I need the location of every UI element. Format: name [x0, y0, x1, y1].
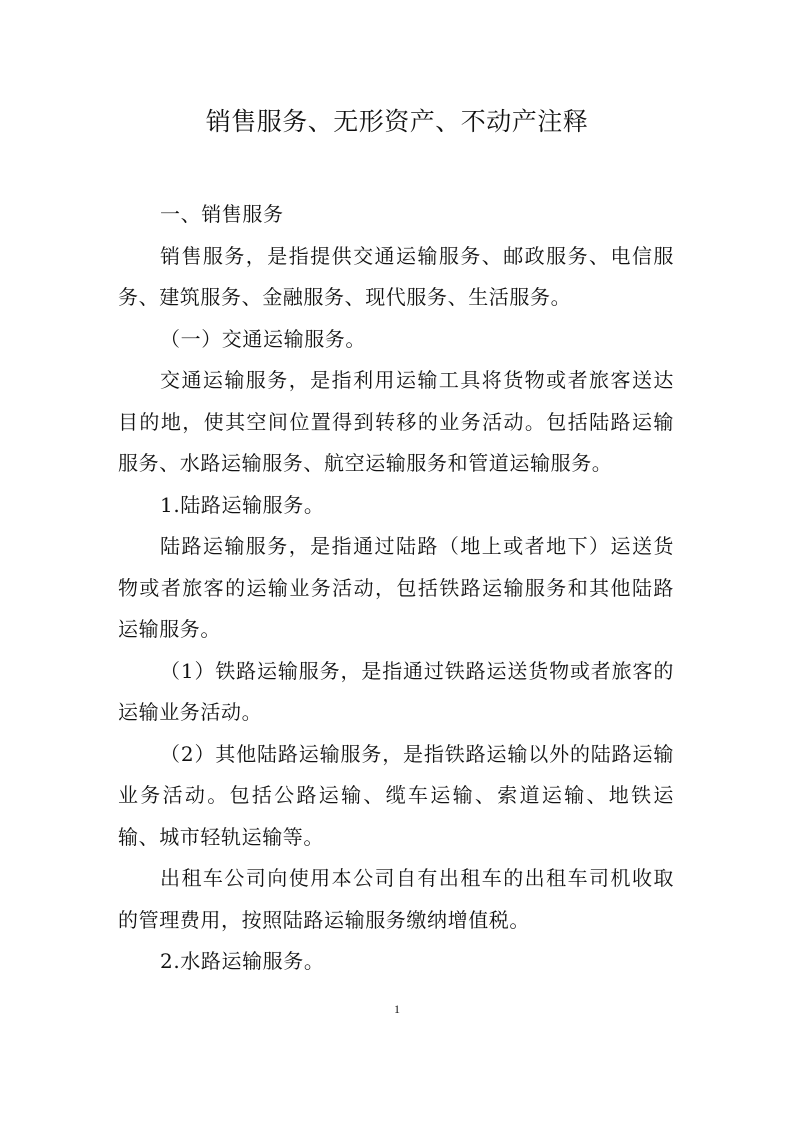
page-number: 1	[394, 1002, 400, 1016]
paragraph: （1）铁路运输服务，是指通过铁路运送货物或者旅客的运输业务活动。	[118, 658, 674, 724]
document-body	[118, 194, 674, 983]
paragraph: （2）其他陆路运输服务，是指铁路运输以外的陆路运输业务活动。包括公路运输、缆车运输、索道运输、地铁运输、城市轻轨运输等。	[118, 741, 674, 849]
subsection-heading: （一）交通运输服务。	[160, 326, 366, 351]
paragraph: 交通运输服务，是指利用运输工具将货物或者旅客送达目的地，使其空间位置得到转移的业务活动。包括陆路运输服务、水路运输服务、航空运输服务和管道运输服务。	[118, 368, 674, 475]
document-title: 销售服务、无形资产、不动产注释	[205, 107, 589, 136]
paragraph: 陆路运输服务，是指通过陆路（地上或者地下）运送货物或者旅客的运输业务活动，包括铁路运输服务和其他陆路运输服务。	[118, 534, 674, 641]
item-heading: 1.陆路运输服务。	[160, 492, 325, 517]
paragraph: 出租车公司向使用本公司自有出租车的出租车司机收取的管理费用，按照陆路运输服务缴纳增值税。	[118, 866, 674, 932]
paragraph: 销售服务，是指提供交通运输服务、邮政服务、电信服务、建筑服务、金融服务、现代服务、生活服务。	[118, 243, 674, 309]
section-heading: 一、销售服务	[160, 202, 284, 226]
item-heading: 2.水路运输服务。	[160, 949, 325, 973]
